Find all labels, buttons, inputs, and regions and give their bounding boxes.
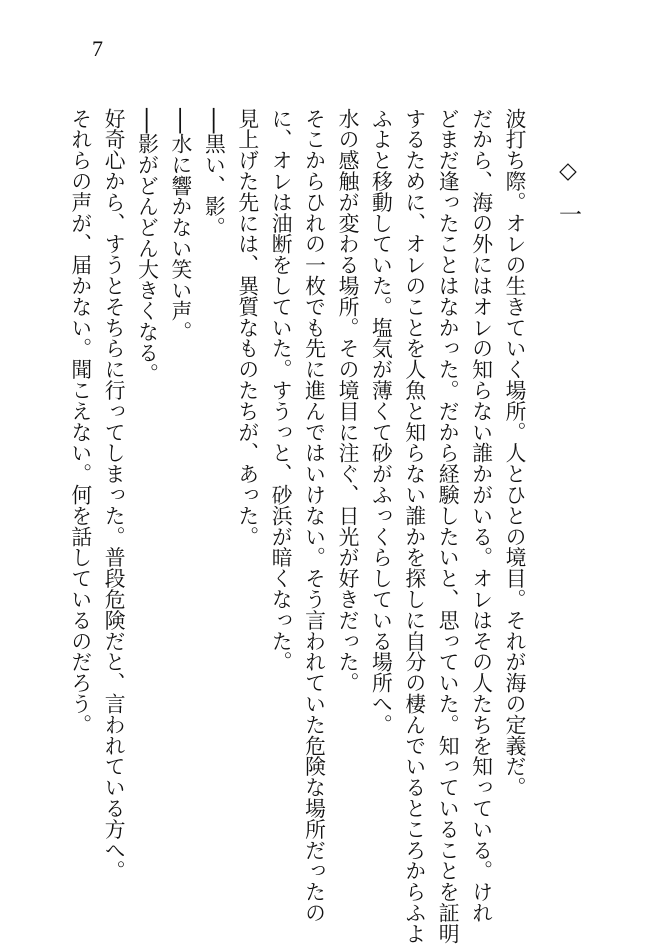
section-heading <box>556 158 579 848</box>
page-number: 7 <box>92 36 103 61</box>
text-line: ふよと移動していた。塩気が薄くて砂がふっくらしている場所へ。 <box>368 108 393 735</box>
text-line: に、オレは油断をしていた。すうっと、砂浜が暗くなった。 <box>268 108 293 673</box>
text-line: 波打ち際。オレの生きていく場所。人とひとの境目。それが海の定義だ。 <box>502 108 526 798</box>
text-line: するために、オレのことを人魚と知らない誰かを探しに自分の棲んでいるところからふよ <box>401 108 426 944</box>
text-line: どまだ逢ったことはなかった。だから経験したいと、思っていた。知っていることを証明 <box>435 108 460 944</box>
text-line: 好奇心から、すうとそちらに行ってしまった。普段危険だと、言われている方へ。 <box>101 108 126 882</box>
text-line: そこからひれの一枚でも先に進んではいけない。そう言われていた危険な場所だったの <box>301 108 326 924</box>
diamond-icon: ◇ <box>555 158 581 185</box>
text-line: それらの声が、届かない。聞こえない。何を話しているのだろう。 <box>67 108 92 735</box>
text-line: ──影がどんどん大きくなる。 <box>134 108 159 385</box>
text-line: だから、海の外にはオレの知らない誰かがいる。オレはその人たちを知っている。けれ <box>468 108 493 924</box>
body-text <box>67 108 581 944</box>
heading-spacer <box>530 108 556 848</box>
text-line: ──水に響かない笑い声。 <box>167 108 192 343</box>
text-line: 見上げた先には、異質なものたちが、あった。 <box>234 108 259 547</box>
text-line: 水の感触が変わる場所。その境目に注ぐ、日光が好きだった。 <box>334 108 359 694</box>
chapter-number: 一 <box>555 202 581 226</box>
text-line: ──黒い、影。 <box>201 108 226 238</box>
